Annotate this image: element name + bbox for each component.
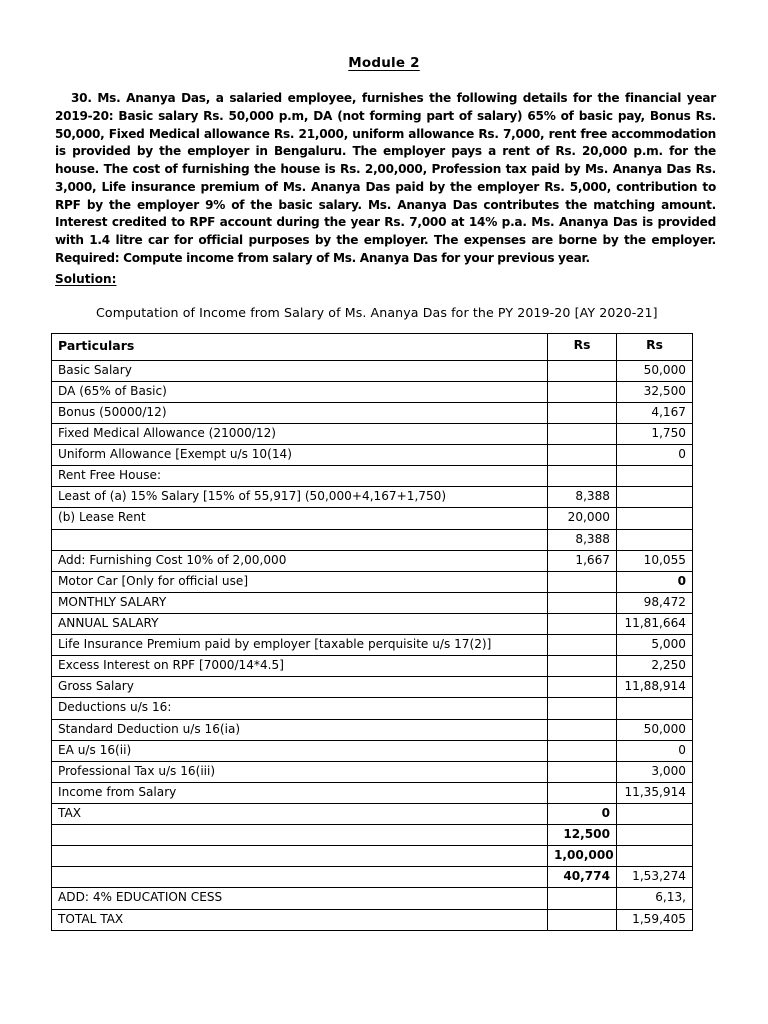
cell-rs-2: 0: [617, 740, 693, 761]
problem-text: Ms. Ananya Das, a salaried employee, furnishes the following details for the financial year 2019-20: Basic salary Rs. 50,000 p.m, DA (not forming part of salary) 65% of basic pay, Bonus Rs. 50,000, Fixed Medical allowance Rs. 21,000, uniform allowance Rs. 7,000, rent free accommodation is provided by the employer in Bengaluru. The employer pays a rent of Rs. 20,000 p.m. for the house. The cost of furnishing the house is Rs. 2,00,000, Profession tax paid by Ms. Ananya Das Rs. 3,000, Life insurance premium of Ms. Ananya Das paid by the employer Rs. 5,000, contribution to RPF by the employer 9% of the basic salary. Ms. Ananya Das contributes the matching amount. Interest credited to RPF account during the year Rs. 7,000 at 14% p.a. Ms. Ananya Das is provided with 1.4 litre car for official purposes by the employer. The expenses are borne by the employer. Required: Compute income from salary of Ms. Ananya Das for your previous year.: [55, 91, 717, 265]
cell-particulars: ANNUAL SALARY: [52, 613, 548, 634]
cell-particulars: ADD: 4% EDUCATION CESS: [52, 888, 548, 909]
cell-particulars: Gross Salary: [52, 677, 548, 698]
cell-rs-2: [617, 487, 693, 508]
cell-rs-2: 11,88,914: [617, 677, 693, 698]
cell-rs-1: 40,774: [548, 867, 617, 888]
cell-rs-2: 5,000: [617, 635, 693, 656]
cell-particulars: EA u/s 16(ii): [52, 740, 548, 761]
cell-particulars: [52, 529, 548, 550]
page-title: Module 2: [348, 55, 420, 71]
cell-particulars: Professional Tax u/s 16(iii): [52, 761, 548, 782]
table-row: [52, 656, 693, 677]
table-row: [52, 719, 693, 740]
cell-particulars: Least of (a) 15% Salary [15% of 55,917] (50,000+4,167+1,750): [52, 487, 548, 508]
cell-rs-2: 1,59,405: [617, 909, 693, 930]
cell-rs-2: 50,000: [617, 360, 693, 381]
cell-particulars: Standard Deduction u/s 16(ia): [52, 719, 548, 740]
table-row: [52, 888, 693, 909]
cell-particulars: TAX: [52, 803, 548, 824]
cell-rs-2: [617, 846, 693, 867]
cell-rs-1: [548, 719, 617, 740]
table-row: [52, 613, 693, 634]
cell-rs-1: 1,667: [548, 550, 617, 571]
table-row: [52, 592, 693, 613]
cell-rs-1: [548, 360, 617, 381]
cell-rs-2: 2,250: [617, 656, 693, 677]
cell-rs-2: 1,750: [617, 423, 693, 444]
cell-rs-2: 1,53,274: [617, 867, 693, 888]
cell-particulars: Rent Free House:: [52, 466, 548, 487]
cell-particulars: (b) Lease Rent: [52, 508, 548, 529]
cell-rs-2: 4,167: [617, 402, 693, 423]
cell-rs-1: [548, 909, 617, 930]
cell-rs-2: 11,81,664: [617, 613, 693, 634]
cell-rs-1: 8,388: [548, 487, 617, 508]
cell-rs-2: 10,055: [617, 550, 693, 571]
cell-rs-1: [548, 466, 617, 487]
cell-rs-2: [617, 698, 693, 719]
cell-particulars: [52, 825, 548, 846]
cell-rs-1: [548, 592, 617, 613]
cell-rs-1: [548, 635, 617, 656]
cell-rs-2: [617, 508, 693, 529]
cell-particulars: Add: Furnishing Cost 10% of 2,00,000: [52, 550, 548, 571]
cell-rs-1: [548, 656, 617, 677]
cell-rs-2: [617, 825, 693, 846]
table-row: [52, 445, 693, 466]
column-header-rs-1: Rs: [548, 333, 617, 360]
table-row: [52, 761, 693, 782]
table-row: [52, 909, 693, 930]
cell-rs-1: 8,388: [548, 529, 617, 550]
cell-rs-1: 12,500: [548, 825, 617, 846]
table-row: [52, 508, 693, 529]
cell-rs-1: 0: [548, 803, 617, 824]
cell-rs-1: [548, 613, 617, 634]
cell-particulars: Deductions u/s 16:: [52, 698, 548, 719]
cell-particulars: Uniform Allowance [Exempt u/s 10(14): [52, 445, 548, 466]
table-row: [52, 402, 693, 423]
cell-rs-2: 0: [617, 571, 693, 592]
cell-rs-2: [617, 529, 693, 550]
cell-rs-1: [548, 423, 617, 444]
cell-particulars: Fixed Medical Allowance (21000/12): [52, 423, 548, 444]
table-row: [52, 381, 693, 402]
cell-particulars: Excess Interest on RPF [7000/14*4.5]: [52, 656, 548, 677]
cell-rs-2: [617, 466, 693, 487]
cell-rs-2: 11,35,914: [617, 782, 693, 803]
cell-rs-2: 50,000: [617, 719, 693, 740]
table-row: [52, 550, 693, 571]
cell-rs-1: [548, 445, 617, 466]
cell-rs-2: 98,472: [617, 592, 693, 613]
table-row: [52, 466, 693, 487]
computation-table-wrapper: [38, 320, 730, 931]
cell-rs-1: [548, 698, 617, 719]
cell-rs-1: [548, 888, 617, 909]
table-body: [52, 360, 693, 930]
table-header-row: [52, 333, 693, 360]
table-row: [52, 571, 693, 592]
cell-rs-1: [548, 571, 617, 592]
table-row: [52, 825, 693, 846]
table-row: [52, 635, 693, 656]
cell-particulars: [52, 867, 548, 888]
table-row: [52, 360, 693, 381]
cell-particulars: DA (65% of Basic): [52, 381, 548, 402]
cell-rs-2: 6,13,: [617, 888, 693, 909]
column-header-particulars: Particulars: [52, 333, 548, 360]
table-row: [52, 677, 693, 698]
solution-label: Solution:: [55, 271, 117, 286]
computation-table: [51, 333, 693, 931]
cell-rs-2: [617, 803, 693, 824]
cell-rs-1: [548, 677, 617, 698]
cell-rs-1: [548, 761, 617, 782]
table-row: [52, 487, 693, 508]
cell-rs-1: [548, 381, 617, 402]
table-row: [52, 698, 693, 719]
cell-particulars: TOTAL TAX: [52, 909, 548, 930]
cell-particulars: Life Insurance Premium paid by employer [taxable perquisite u/s 17(2)]: [52, 635, 548, 656]
cell-rs-1: 20,000: [548, 508, 617, 529]
cell-rs-1: [548, 782, 617, 803]
table-row: [52, 803, 693, 824]
table-row: [52, 782, 693, 803]
cell-rs-1: [548, 740, 617, 761]
cell-particulars: Bonus (50000/12): [52, 402, 548, 423]
cell-rs-2: 0: [617, 445, 693, 466]
cell-rs-2: 32,500: [617, 381, 693, 402]
question-number: 30.: [71, 91, 92, 105]
cell-rs-2: 3,000: [617, 761, 693, 782]
table-head: [52, 333, 693, 360]
cell-rs-1: [548, 402, 617, 423]
table-row: [52, 529, 693, 550]
table-row: [52, 846, 693, 867]
cell-particulars: Motor Car [Only for official use]: [52, 571, 548, 592]
cell-particulars: Income from Salary: [52, 782, 548, 803]
cell-particulars: Basic Salary: [52, 360, 548, 381]
column-header-rs-2: Rs: [617, 333, 693, 360]
cell-particulars: [52, 846, 548, 867]
table-row: [52, 867, 693, 888]
cell-particulars: MONTHLY SALARY: [52, 592, 548, 613]
cell-rs-1: 1,00,000: [548, 846, 617, 867]
table-row: [52, 423, 693, 444]
problem-statement: [38, 71, 730, 268]
table-row: [52, 740, 693, 761]
table-caption: Computation of Income from Salary of Ms. Ananya Das for the PY 2019-20 [AY 2020-21]: [96, 304, 658, 320]
